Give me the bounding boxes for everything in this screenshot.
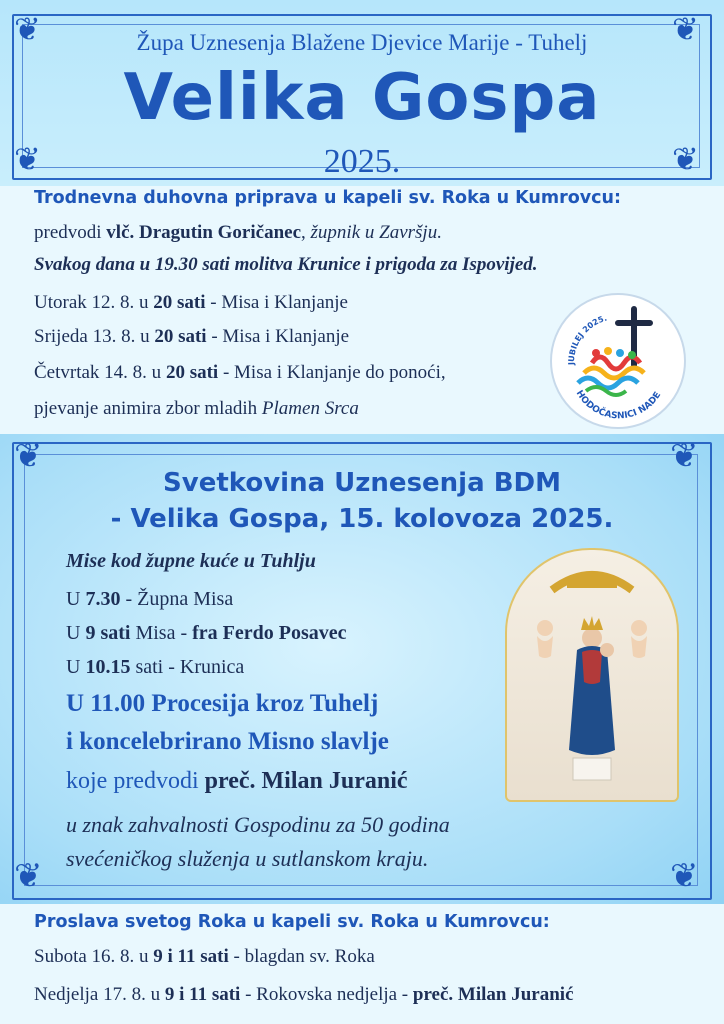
thanks-line-1: u znak zahvalnosti Gospodinu za 50 godina — [66, 812, 450, 837]
section1-day-3 — [34, 362, 446, 384]
mass-3 — [66, 656, 244, 679]
day-date: Nedjelja 17. 8. u — [34, 984, 165, 1005]
section2-heading-2: - Velika Gospa, 15. kolovoza 2025. — [110, 504, 614, 534]
day-event: - blagdan sv. Roka — [228, 946, 375, 967]
flourish-top-left-icon: ❦ — [14, 10, 41, 48]
thanks-line-2: svećeničkog služenja u sutlanskom kraju. — [66, 846, 429, 871]
day-date: Srijeda 13. 8. u — [34, 326, 155, 347]
leader-comma: , — [301, 222, 311, 243]
section1-choir — [34, 398, 359, 420]
mass-prefix: U — [66, 588, 86, 610]
flourish-top-right-icon: ❦ — [670, 436, 699, 476]
leader-prefix: predvodi — [34, 222, 107, 243]
mass-celebrant: fra Ferdo Posavec — [192, 622, 347, 644]
jubilee-logo — [550, 293, 686, 429]
page-title: Velika Gospa — [123, 61, 601, 135]
leader-name: vlč. Dragutin Goričanec — [106, 222, 302, 243]
flourish-bottom-left-icon: ❦ — [14, 140, 41, 178]
choir-prefix: pjevanje animira zbor mladih — [34, 398, 262, 419]
day-event: - Misa i Klanjanje — [206, 326, 350, 347]
day-event: - Misa i Klanjanje — [205, 292, 348, 313]
section1-daily: Svakog dana u 19.30 sati molitva Krunice i prigoda za Ispovijed. — [34, 254, 538, 275]
day-time: 20 sati — [154, 326, 207, 347]
day-time: 20 sati — [165, 362, 219, 383]
flourish-top-left-icon: ❦ — [14, 436, 43, 476]
mass-time: 9 sati — [85, 622, 131, 644]
choir-name: Plamen Srca — [261, 398, 359, 419]
procession-line-2: i koncelebrirano Misno slavlje — [66, 728, 389, 755]
procession-line-1: U 11.00 Procesija kroz Tuhelj — [66, 690, 379, 717]
jubilee-logo-icon — [552, 295, 684, 427]
day-celebrant: preč. Milan Juranić — [412, 984, 574, 1005]
mass-event: sati - Krunica — [130, 656, 245, 678]
celebrant-name: preč. Milan Juranić — [204, 768, 408, 794]
mass-prefix: U — [66, 656, 86, 678]
mass-event: - Župna Misa — [120, 588, 234, 610]
mass-1 — [66, 588, 233, 611]
day-time: 9 i 11 sati — [164, 984, 241, 1005]
day-event: - Misa i Klanjanje do ponoći, — [218, 362, 446, 383]
mass-event: Misa - — [130, 622, 193, 644]
flourish-bottom-left-icon: ❦ — [14, 856, 43, 896]
day-date: Subota 16. 8. u — [34, 946, 154, 967]
day-time: 9 i 11 sati — [153, 946, 229, 967]
madonna-statue-image — [505, 548, 679, 802]
title-year: 2025. — [323, 143, 401, 180]
section1-day-1 — [34, 292, 348, 314]
section3-day-1 — [34, 946, 375, 968]
mass-prefix: U — [66, 622, 86, 644]
day-time: 20 sati — [153, 292, 206, 313]
mass-2 — [66, 622, 347, 645]
day-event: - Rokovska nedjelja - — [240, 984, 413, 1005]
section3-heading: Proslava svetog Roka u kapeli sv. Roka u Kumrovcu: — [34, 912, 550, 932]
celebrant-prefix: koje predvodi — [66, 768, 205, 794]
leader-role: župnik u Završju. — [310, 222, 442, 243]
section1-heading: Trodnevna duhovna priprava u kapeli sv. Roka u Kumrovcu: — [34, 188, 622, 208]
flourish-bottom-right-icon: ❦ — [670, 856, 699, 896]
flourish-top-right-icon: ❦ — [672, 10, 699, 48]
celebrant-line — [66, 768, 408, 795]
logo-bottom-text: HODOČASNICI NADE — [573, 388, 664, 422]
section1-day-2 — [34, 326, 349, 348]
day-date: Četvrtak 14. 8. u — [34, 362, 166, 383]
mass-time: 7.30 — [85, 588, 121, 610]
section3-day-2 — [34, 984, 574, 1006]
flourish-bottom-right-icon: ❦ — [672, 140, 699, 178]
madonna-statue-icon — [507, 550, 677, 800]
logo-top-text: JUBILEJ 2025. — [566, 313, 608, 366]
section1-leader — [34, 222, 442, 244]
section2-heading-1: Svetkovina Uznesenja BDM — [163, 468, 561, 498]
masses-heading: Mise kod župne kuće u Tuhlju — [66, 550, 316, 572]
day-date: Utorak 12. 8. u — [34, 292, 154, 313]
parish-name: Župa Uznesenja Blažene Djevice Marije - Tuhelj — [136, 30, 588, 55]
mass-time: 10.15 — [85, 656, 131, 678]
